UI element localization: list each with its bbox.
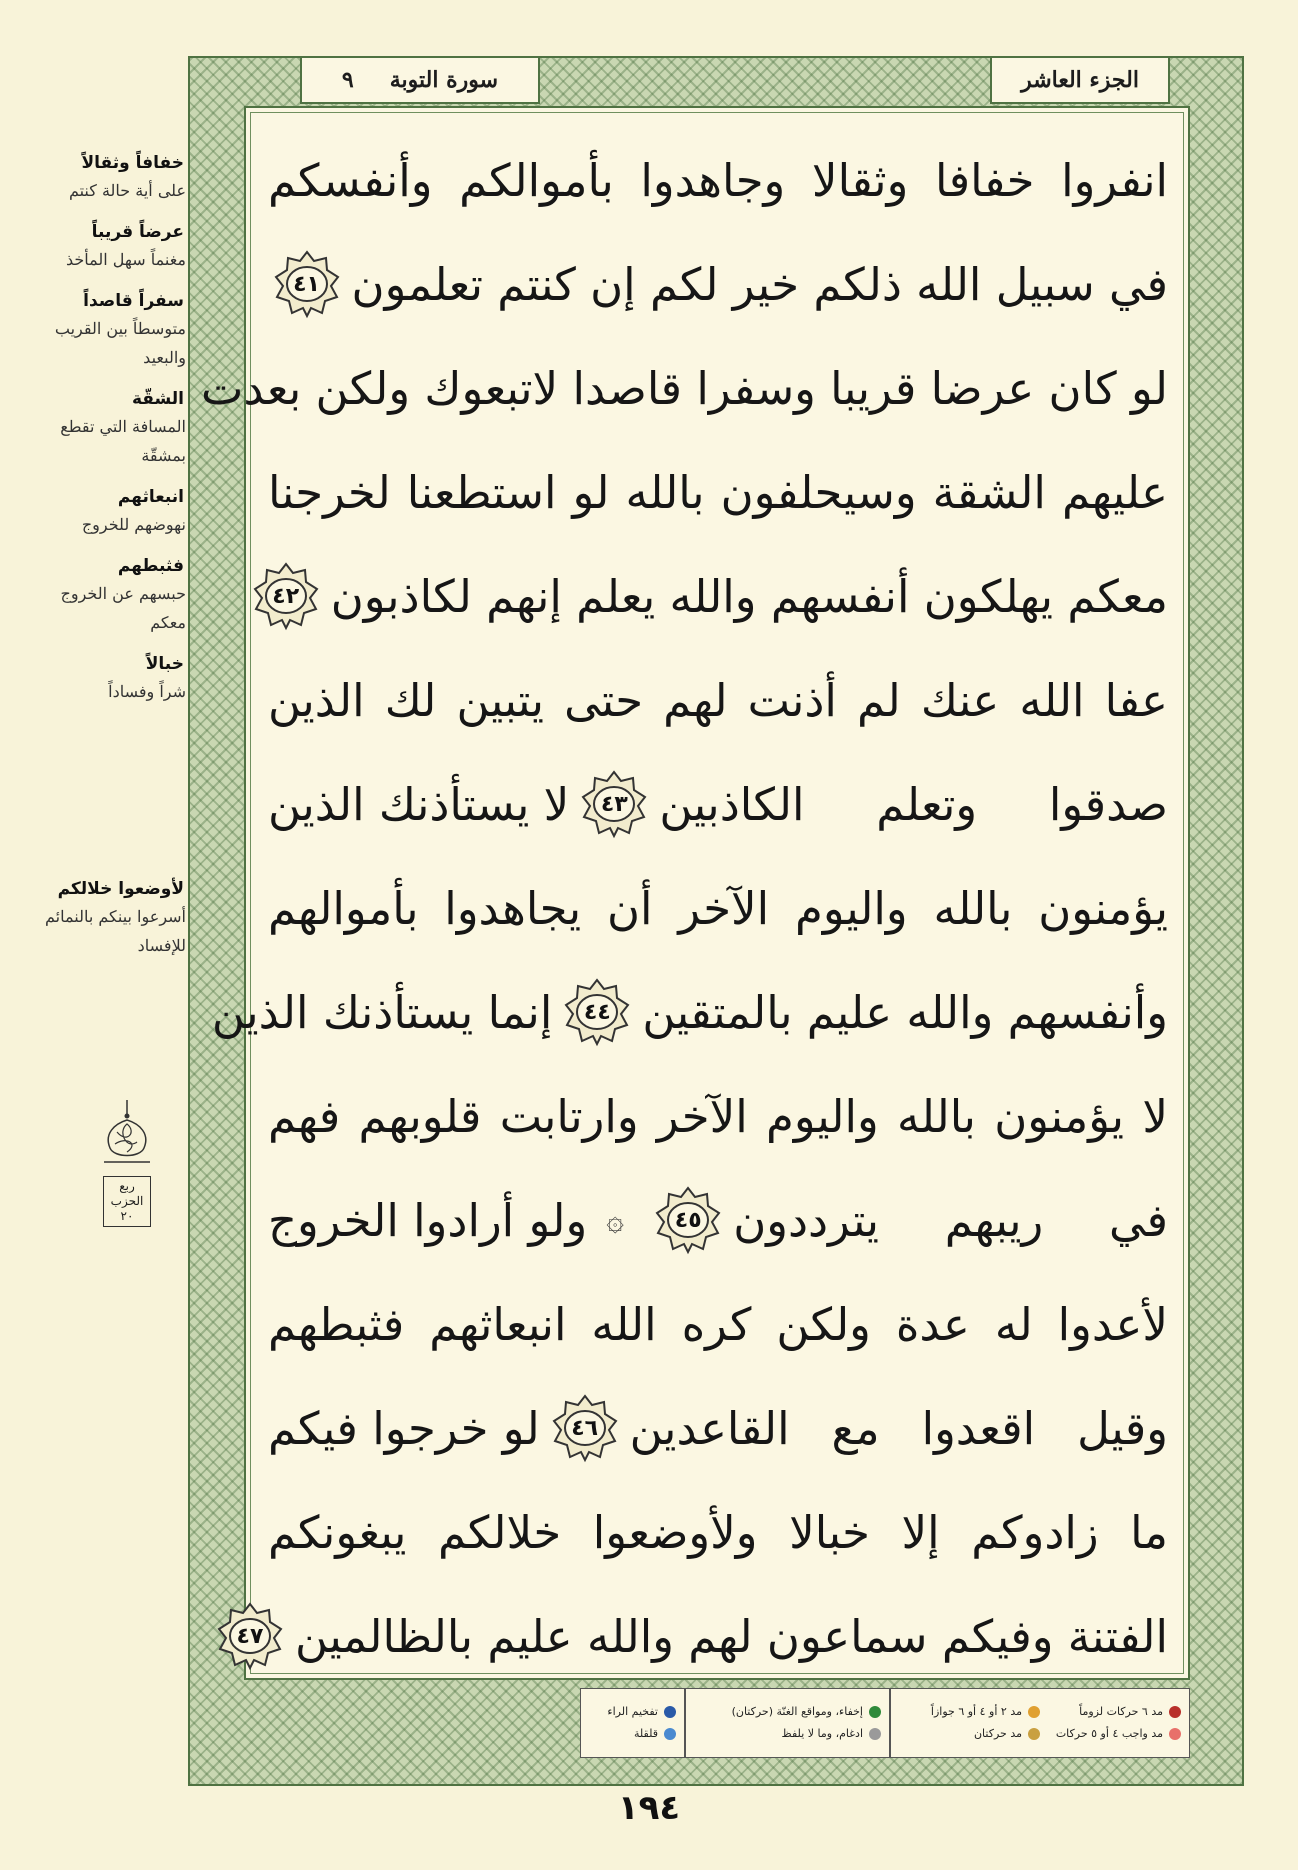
ayah-number-text: ٤٥ [674,1207,702,1233]
legend-label: مد واجب ٤ أو ٥ حركات [1055,1727,1163,1740]
verse-text-continued: إنما يستأذنك الذين [211,985,553,1039]
verse-text: في ريبهم يترددون [733,1193,1168,1247]
juz-header [990,56,1170,104]
glossary-word: ■ لأوضعوا خلالكم [28,876,186,902]
glossary-word: ■ خبالاً [28,651,186,677]
verse-text-continued: ولو أرادوا الخروج [268,1193,588,1247]
legend-group [685,1688,890,1758]
glossary-definition: شراً وفساداً [108,682,186,701]
glossary-entry [28,651,186,706]
verse-text: لا يؤمنون بالله واليوم الآخر وارتابت قلوبهم فهم [268,1089,1168,1143]
verse-line [268,1168,1168,1272]
verse-text: الفتنة وفيكم سماعون لهم والله عليم بالظالمين [294,1609,1168,1663]
legend-color-swatch [664,1706,676,1718]
ayah-number [653,1185,723,1255]
legend-color-swatch [1028,1706,1040,1718]
glossary-definition: نهوضهم للخروج [81,515,186,534]
glossary-entry [28,484,186,539]
legend-item [899,1701,1040,1723]
verse-line [268,128,1168,232]
ayah-number [251,561,321,631]
verse-line [268,1376,1168,1480]
legend-color-swatch [1169,1706,1181,1718]
verse-line [268,232,1168,336]
ayah-number-text: ٤٧ [236,1623,264,1649]
legend-label: مد حركتان [973,1727,1022,1740]
legend-label: تفخيم الراء [607,1705,658,1718]
hizb-label: ربع الحزب ٢٠ [103,1176,151,1227]
ayah-number [562,977,632,1047]
ayah-number-text: ٤٢ [272,583,300,609]
legend-item [694,1701,881,1723]
legend-item [694,1723,881,1745]
ayah-number-text: ٤٤ [583,999,611,1025]
verse-line [268,544,1168,648]
glossary-definition: مغنماً سهل المأخذ [65,250,186,269]
ayah-number [215,1601,285,1671]
glossary-word: ■ الشقّة [28,386,186,412]
tajweed-legend [400,1688,1190,1758]
glossary-word: ■ فثبطهم [28,553,186,579]
legend-label: ادغام، وما لا يلفظ [781,1727,863,1740]
glossary-entry [28,553,186,637]
glossary-definition: حبسهم عن الخروج معكم [60,584,186,632]
ayah-number-text: ٤١ [293,271,320,297]
legend-label: مد ٦ حركات لزوماً [1079,1705,1163,1718]
legend-color-swatch [664,1728,676,1740]
verse-text: في سبيل الله ذلكم خير لكم إن كنتم تعلمون [351,257,1168,311]
legend-color-swatch [1028,1728,1040,1740]
verse-text-continued: لو خرجوا فيكم [268,1401,540,1455]
page-number: ١٩٤ [617,1788,681,1828]
legend-item [589,1701,676,1723]
verse-text: وقيل اقعدوا مع القاعدين [629,1401,1168,1455]
glossary-entry [28,876,186,960]
quran-text [201,128,1168,1688]
ayah-number [550,1393,620,1463]
verse-line [268,1480,1168,1584]
verse-line [236,1584,1168,1688]
verse-text: لو كان عرضا قريبا وسفرا قاصدا لاتبعوك ولكن بعدت [201,361,1168,415]
ayah-number [272,249,342,319]
glossary-definition: متوسطاً بين القريب والبعيد [54,319,186,367]
legend-color-swatch [869,1728,881,1740]
verse-text: انفروا خفافا وثقالا وجاهدوا بأموالكم وأنفسكم [268,153,1168,207]
legend-item [1040,1723,1181,1745]
legend-color-swatch [1169,1728,1181,1740]
legend-item [899,1723,1040,1745]
verse-text: صدقوا وتعلم الكاذبين [659,777,1168,831]
juz-name: الجزء العاشر [1021,67,1139,93]
legend-label: إخفاء، ومواقع الغنّة (حركتان) [731,1705,863,1718]
hizb-ornament-icon [100,1100,154,1170]
verse-text: لأعدوا له عدة ولكن كره الله انبعاثهم فثبطهم [268,1297,1168,1351]
verse-text: وأنفسهم والله عليم بالمتقين [642,985,1168,1039]
legend-color-swatch [869,1706,881,1718]
margin-glossary [28,150,186,974]
verse-line [211,960,1168,1064]
verse-line [201,336,1168,440]
glossary-word: ■ خفافاً وثقالاً [28,150,186,176]
verse-text: عليهم الشقة وسيحلفون بالله لو استطعنا لخرجنا [268,465,1168,519]
verse-line [268,440,1168,544]
glossary-definition: المسافة التي تقطع بمشقّة [60,417,186,465]
glossary-entry [28,288,186,372]
glossary-definition: أسرعوا بينكم بالنمائم للإفساد [45,907,186,955]
legend-label: مد ٢ أو ٤ أو ٦ جوازاً [930,1705,1022,1718]
ayah-number [579,769,649,839]
surah-header [300,56,540,104]
verse-line [268,856,1168,960]
surah-number: ٩ [341,67,354,93]
verse-text-continued: لا يستأذنك الذين [268,777,570,831]
verse-text: عفا الله عنك لم أذنت لهم حتى يتبين لك الذين [268,673,1168,727]
ayah-number-text: ٤٣ [600,791,628,817]
verse-text: ما زادوكم إلا خبالا ولأوضعوا خلالكم يبغونكم [268,1505,1168,1559]
surah-name: سورة التوبة [389,67,499,93]
glossary-word: ■ سفراً قاصداً [28,288,186,314]
glossary-entry [28,386,186,470]
verse-line [268,648,1168,752]
ayah-number-text: ٤٦ [571,1415,599,1441]
verse-text: معكم يهلكون أنفسهم والله يعلم إنهم لكاذبون [330,569,1168,623]
rub-el-hizb-icon: ۞ [606,1202,624,1238]
glossary-entry [28,150,186,205]
verse-line [268,752,1168,856]
legend-group [890,1688,1190,1758]
verse-text: يؤمنون بالله واليوم الآخر أن يجاهدوا بأموالهم [268,881,1168,935]
glossary-entry [28,219,186,274]
glossary-word: ■ عرضاً قريباً [28,219,186,245]
legend-item [589,1723,676,1745]
verse-line [268,1272,1168,1376]
legend-label: قلقلة [633,1727,658,1740]
hizb-quarter-marker [100,1100,154,1227]
legend-item [1040,1701,1181,1723]
verse-line [268,1064,1168,1168]
glossary-definition: على أية حالة كنتم [68,181,186,200]
legend-group [580,1688,685,1758]
glossary-word: ■ انبعاثهم [28,484,186,510]
